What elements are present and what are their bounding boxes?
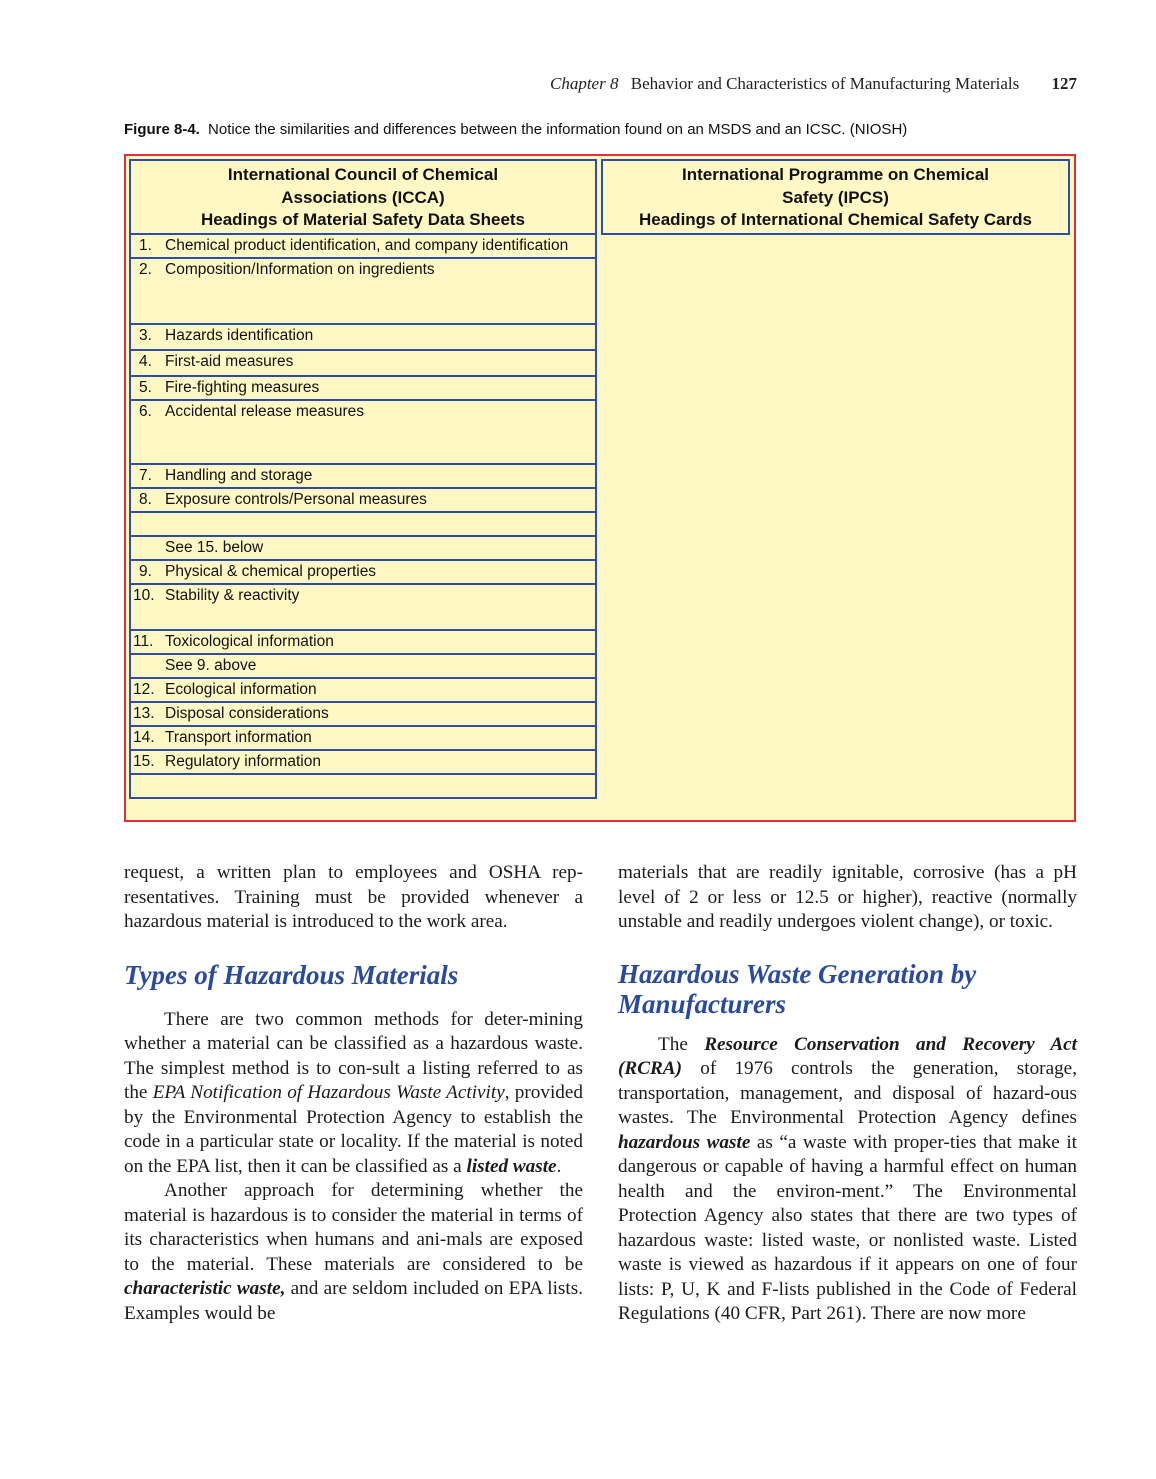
italic-term: EPA Notification of Hazardous Waste Activity — [152, 1082, 505, 1103]
chapter-title: Behavior and Characteristics of Manufacturing Materials — [630, 74, 1020, 93]
row-text: Hazards identification — [165, 327, 314, 344]
row-text: Transport information — [165, 729, 312, 746]
table-row — [129, 583, 597, 631]
row-text: First-aid measures — [165, 353, 294, 370]
row-text: Accidental release measures — [165, 403, 365, 420]
ipcs-header — [601, 159, 1070, 235]
row-number: 5. — [139, 379, 152, 396]
text-run: There are two common methods for deter-mining whether a material can be classified as a hazardous waste. The simplest method is to con-sult a listing referred to as the — [124, 1008, 583, 1103]
row-number: 1. — [139, 237, 152, 254]
text-run: as “a waste with proper-ties that make it dangerous or capable of having a harmful effect on human health and the environ-ment.” The Environmental Protection Agency also states that there are two types of hazardous waste: listed waste, or nonlisted waste. Listed waste is viewed as hazardous if it appears on one of four lists: P, U, K and F-lists published in the Code of Federal Regulations (40 CFR, Part 261). There are now more — [618, 1131, 1077, 1324]
ipcs-column — [601, 159, 1070, 817]
row-text: Physical & chemical properties — [165, 563, 377, 580]
column-heading-line: Safety (IPCS) — [782, 187, 889, 207]
key-term: characteristic waste, — [124, 1278, 286, 1299]
row-text: Disposal considerations — [165, 705, 329, 722]
chapter-label: Chapter 8 — [550, 74, 619, 93]
row-text: Stability & reactivity — [165, 587, 300, 604]
right-text-column — [618, 861, 1077, 1327]
text-run: Another approach for determining whether the material is hazardous is to consider the material in terms of its characteristics when humans and ani-mals are exposed to the material. These materials are considered to be — [124, 1180, 583, 1275]
row-number: 6. — [139, 403, 152, 420]
column-heading-line: International Council of Chemical — [227, 165, 499, 184]
row-text: Chemical product identification, and company identification — [165, 237, 569, 254]
paragraph — [124, 1008, 583, 1180]
row-number: 10. — [133, 587, 155, 604]
table-row — [129, 701, 597, 727]
row-number: 13. — [133, 705, 155, 722]
column-heading-line: International Programme on Chemical — [681, 165, 989, 184]
paragraph: request, a written plan to employees and OSHA rep-resentatives. Training must be provided whenever a hazardous material is introduced to the work area. — [124, 862, 583, 932]
row-text: Toxicological information — [165, 633, 334, 650]
table-row — [129, 257, 597, 325]
comparison-table — [124, 154, 1076, 822]
icca-header — [129, 159, 597, 235]
table-row — [129, 677, 597, 703]
column-heading-line: Associations (ICCA) — [281, 187, 445, 207]
paragraph — [618, 1033, 1077, 1327]
figure-caption-text: Notice the similarities and differences between the information found on an MSDS and an ICSC. (NIOSH) — [208, 121, 908, 138]
text-run: and are seldom included on EPA lists. Examples would be — [124, 1278, 583, 1324]
row-text: Exposure controls/Personal measures — [165, 491, 427, 508]
row-number: 12. — [133, 681, 155, 698]
row-number: 14. — [133, 729, 155, 746]
key-term: listed waste — [466, 1155, 557, 1177]
paragraph: materials that are readily ignitable, corrosive (has a pH level of 2 or less or 12.5 or higher), reactive (normally unstable and readily undergoes violent change), or toxic. — [618, 862, 1077, 932]
section-heading-types: Types of Hazardous Materials — [124, 959, 459, 990]
table-row — [129, 559, 597, 585]
text-run: The — [658, 1033, 705, 1055]
table-row — [129, 487, 597, 513]
figure-label: Figure 8-4. — [124, 121, 200, 138]
row-text: Regulatory information — [165, 753, 321, 770]
table-row — [129, 773, 597, 799]
table-row — [129, 323, 597, 351]
section-heading-generation: Hazardous Waste Generation by Manufacturers — [618, 958, 977, 1019]
table-row — [129, 349, 597, 377]
row-text: See 15. below — [165, 539, 264, 556]
row-text: See 9. above — [165, 657, 257, 674]
key-term: hazardous waste — [618, 1131, 751, 1153]
table-row — [129, 653, 597, 679]
text-run: , provided by the Environmental Protection Agency to establish the code in a particular state or locality. If the material is noted on the EPA list, then it can be classified as a — [124, 1082, 583, 1177]
table-row — [129, 535, 597, 561]
row-number: 4. — [139, 353, 152, 370]
paragraph — [124, 1179, 583, 1326]
row-number: 9. — [139, 563, 152, 580]
row-number: 7. — [139, 467, 152, 484]
row-number: 11. — [133, 633, 154, 650]
row-number: 8. — [139, 491, 152, 508]
figure-caption — [124, 121, 907, 138]
column-heading-line: Headings of International Chemical Safety Cards — [639, 210, 1032, 229]
table-row — [129, 511, 597, 537]
table-row — [129, 629, 597, 655]
table-row — [129, 725, 597, 751]
row-number: 15. — [133, 753, 155, 770]
row-text: Fire-fighting measures — [165, 379, 320, 396]
table-row — [129, 463, 597, 489]
text-run: . — [556, 1155, 562, 1177]
column-heading-line: Headings of Material Safety Data Sheets — [200, 210, 526, 229]
text-run: of 1976 controls the generation, storage, transportation, management, and disposal of hazard-ous wastes. The Environmental Protection Agency defines — [618, 1058, 1077, 1128]
table-row — [129, 749, 597, 775]
row-text: Handling and storage — [165, 467, 313, 484]
row-text: Ecological information — [165, 681, 317, 698]
table-row — [129, 399, 597, 465]
key-term: Resource Conservation and Recovery Act (RCRA) — [618, 1033, 1077, 1079]
running-head — [0, 74, 1077, 94]
table-row — [129, 375, 597, 401]
left-text-column — [124, 861, 583, 1326]
row-number: 2. — [139, 261, 152, 278]
row-text: Composition/Information on ingredients — [165, 261, 435, 278]
row-number: 3. — [139, 327, 152, 344]
page-number: 127 — [1051, 74, 1077, 93]
table-row — [129, 233, 597, 259]
icca-column — [129, 159, 597, 817]
